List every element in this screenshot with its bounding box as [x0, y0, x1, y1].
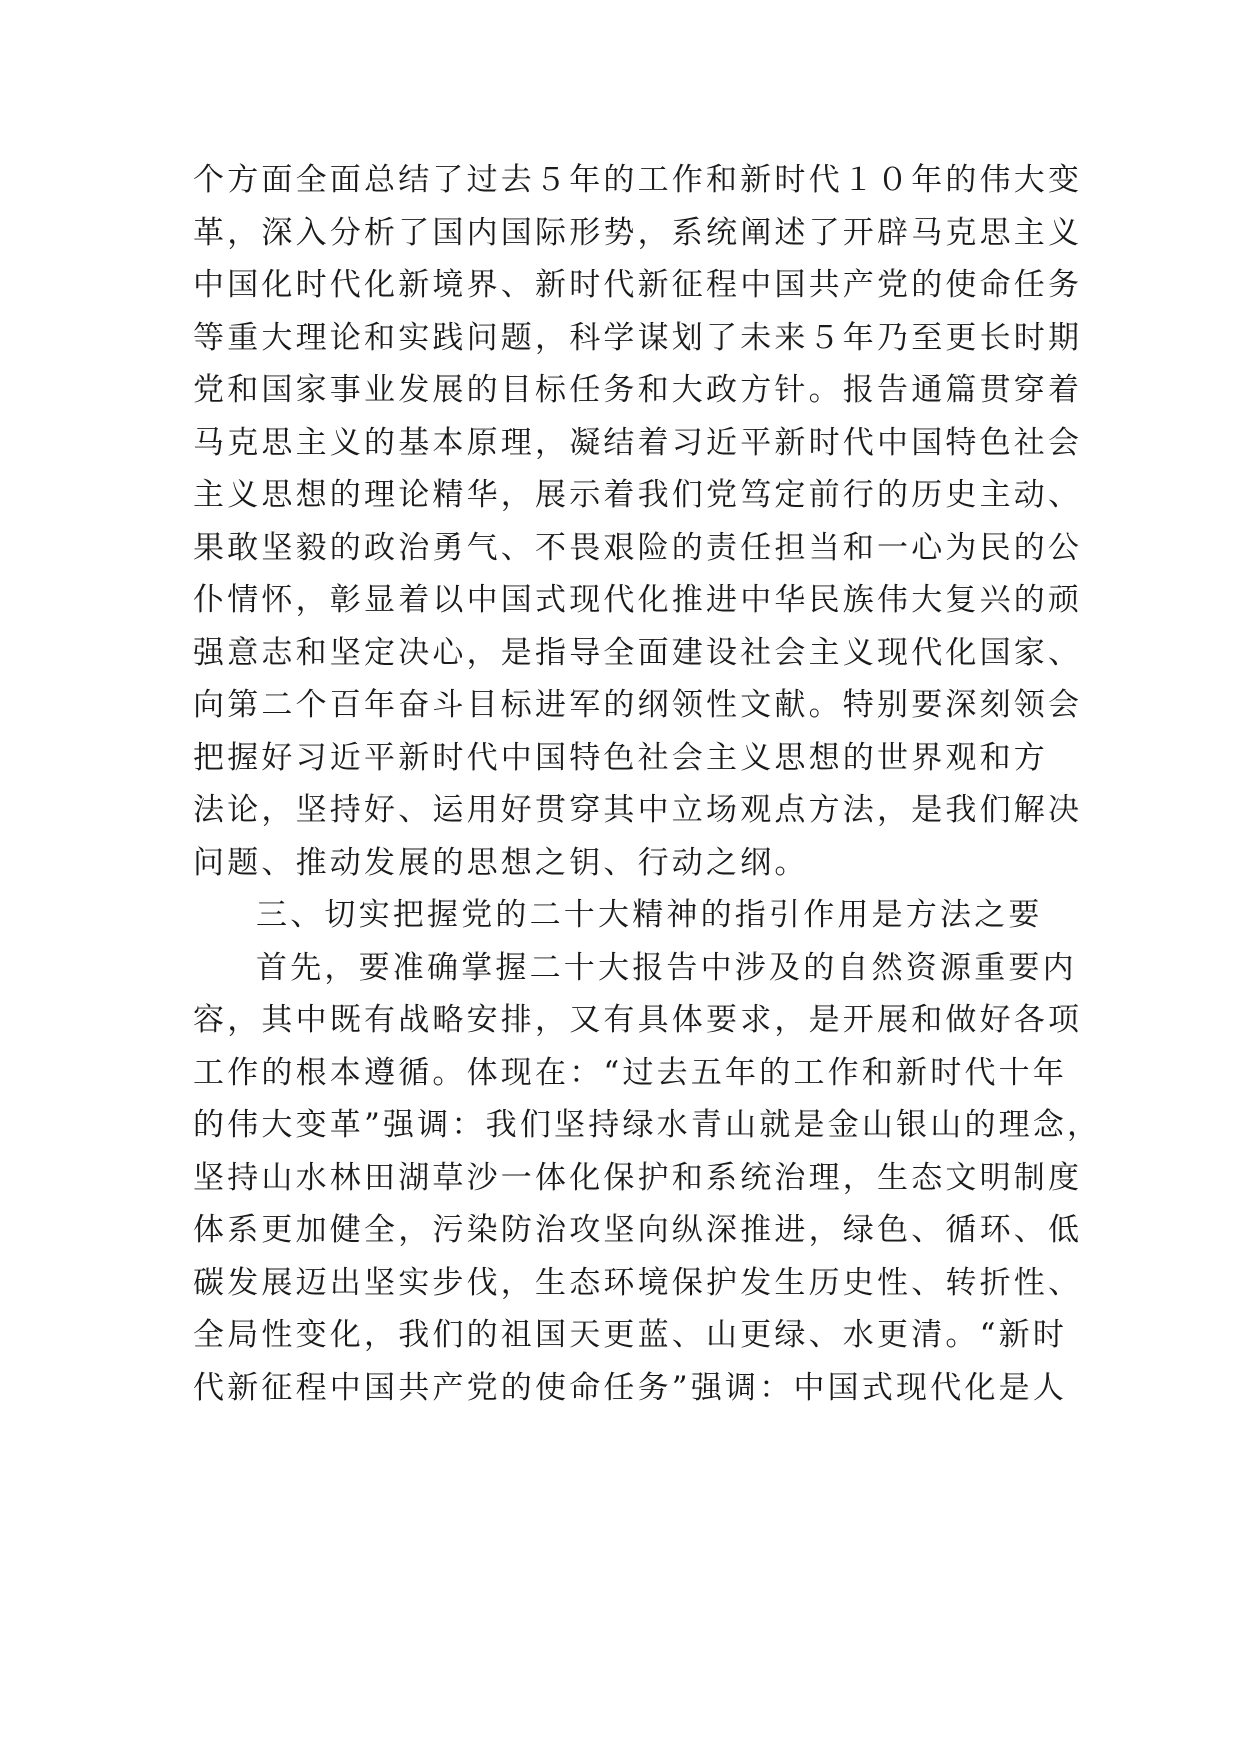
text-line: 碳发展迈出坚实步伐，生态环境保护发生历史性、转折性、	[193, 1264, 1083, 1301]
text-line: 等重大理论和实践问题，科学谋划了未来５年乃至更长时期	[193, 319, 1083, 356]
text-line: 全局性变化，我们的祖国天更蓝、山更绿、水更清。“新时	[193, 1317, 1068, 1353]
text-line: 问题、推动发展的思想之钥、行动之纲。	[193, 844, 809, 881]
text-line: 代新征程中国共产党的使命任务”强调：中国式现代化是人	[193, 1369, 1068, 1406]
text-line: 把握好习近平新时代中国特色社会主义思想的世界观和方	[193, 739, 1048, 776]
text-line: 工作的根本遵循。体现在：“过去五年的工作和新时代十年	[193, 1054, 1068, 1091]
text-line: 果敢坚毅的政治勇气、不畏艰险的责任担当和一心为民的公	[193, 529, 1083, 566]
paragraph-first-line: 首先，要准确掌握二十大报告中涉及的自然资源重要内	[256, 949, 1077, 986]
text-line: 主义思想的理论精华，展示着我们党笃定前行的历史主动、	[193, 477, 1083, 513]
text-line: 中国化时代化新境界、新时代新征程中国共产党的使命任务	[193, 267, 1083, 303]
text-line: 仆情怀，彰显着以中国式现代化推进中华民族伟大复兴的顽	[193, 582, 1083, 618]
text-line: 党和国家事业发展的目标任务和大政方针。报告通篇贯穿着	[193, 372, 1083, 408]
text-line: 体系更加健全，污染防治攻坚向纵深推进，绿色、循环、低	[193, 1212, 1083, 1248]
body-text	[193, 154, 1102, 1414]
text-line: 革，深入分析了国内国际形势，系统阐述了开辟马克思主义	[193, 214, 1083, 251]
text-line: 强意志和坚定决心，是指导全面建设社会主义现代化国家、	[193, 634, 1083, 671]
text-line: 坚持山水林田湖草沙一体化保护和系统治理，生态文明制度	[193, 1159, 1083, 1196]
text-line: 向第二个百年奋斗目标进军的纲领性文献。特别要深刻领会	[193, 687, 1083, 723]
text-line: 容，其中既有战略安排，又有具体要求，是开展和做好各项	[193, 1002, 1083, 1038]
text-line: 个方面全面总结了过去５年的工作和新时代１０年的伟大变	[193, 162, 1083, 198]
text-line: 法论，坚持好、运用好贯穿其中立场观点方法，是我们解决	[193, 792, 1083, 828]
text-line: 的伟大变革”强调：我们坚持绿水青山就是金山银山的理念，	[193, 1107, 1102, 1143]
section-heading: 三、切实把握党的二十大精神的指引作用是方法之要	[256, 897, 1043, 933]
text-line: 马克思主义的基本原理，凝结着习近平新时代中国特色社会	[193, 424, 1083, 461]
